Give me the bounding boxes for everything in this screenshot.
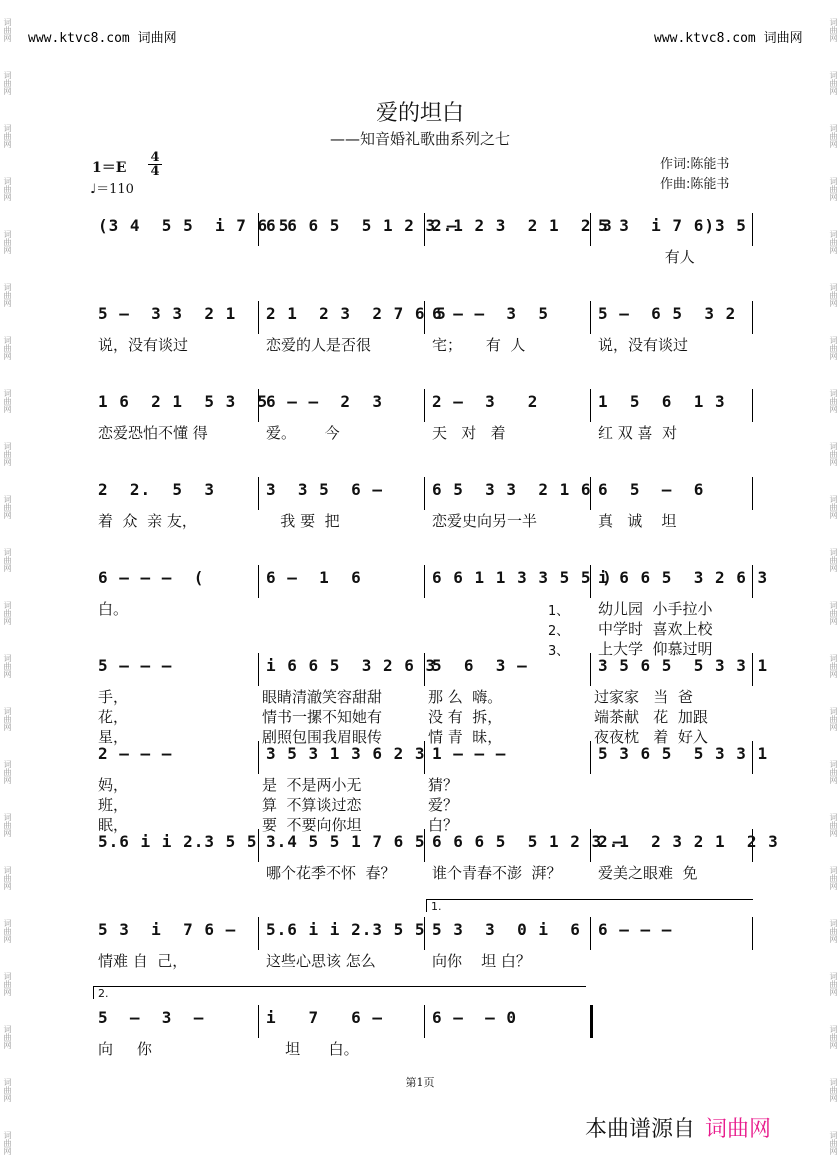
time-signature: [148, 151, 162, 178]
watermark-text: 词曲网: [3, 759, 12, 784]
watermark-text: 词曲网: [3, 282, 12, 307]
watermark-text: 词曲网: [3, 1130, 12, 1155]
measure-lyric: 谁个青春不澎 湃？: [432, 864, 562, 882]
bar-line: [258, 477, 259, 510]
watermark-text: 词曲网: [3, 812, 12, 837]
measure-notes: 6 – – – (: [98, 568, 205, 587]
bar-line: [752, 301, 753, 334]
measure-notes: 2 1 2 3 2 7 6 5: [266, 304, 447, 323]
bar-line: [752, 477, 753, 510]
verse-lyric: 剧照包围我眉眼传: [262, 728, 383, 746]
measure-lyric: 白。: [98, 600, 129, 618]
verse-lyric: 情书一摞不知她有: [262, 708, 383, 726]
measure-lyric: 恋爱的人是否很: [266, 336, 372, 354]
measure-lyric: 坦 白。: [266, 1040, 359, 1058]
verse-lyric: 白？: [428, 816, 459, 834]
measure-lyric: 哪个花季不怀 春？: [266, 864, 396, 882]
verse-lyric: 手，: [98, 688, 129, 706]
measure-notes: 5 3 i 7 6)3 5: [598, 216, 747, 235]
watermark-text: 词曲网: [3, 865, 12, 890]
second-ending-label: 2.: [98, 987, 109, 1000]
measure-lyric: 宅； 有 人: [432, 336, 526, 354]
verse-lyric: 要 不要向你坦: [262, 816, 362, 834]
bar-line: [424, 565, 425, 598]
lyricist-credit: 作词:陈能书: [660, 157, 730, 172]
verse-lyric: 是 不是两小无: [262, 776, 362, 794]
watermark-text: 词曲网: [3, 70, 12, 95]
measure-notes: 6 – – 0: [432, 1008, 518, 1027]
staff-system: [0, 1008, 840, 1058]
watermark-text: 词曲网: [3, 441, 12, 466]
measure-lyric: 爱。 今: [266, 424, 340, 442]
watermark-text: 词曲网: [3, 17, 12, 42]
watermark-text: 词曲网: [3, 1077, 12, 1102]
verse-lyric: 端茶献 花 加跟: [594, 708, 708, 726]
measure-lyric: 恋爱史向另一半: [432, 512, 538, 530]
watermark-text: 词曲网: [829, 176, 838, 201]
source-label: 本曲谱源自: [585, 1117, 696, 1142]
verse-lyric: 花，: [98, 708, 129, 726]
watermark-text: 词曲网: [829, 70, 838, 95]
measure-notes: 5 3 3 0 i 6: [432, 920, 581, 939]
verse-number: 1、: [548, 604, 570, 619]
measure-lyric: 说，没有谈过: [598, 336, 689, 354]
measure-notes: 5 – 3 3 2 1: [98, 304, 237, 323]
measure-notes: 5 – 3 –: [98, 1008, 205, 1027]
measure-notes: 1 6 2 1 5 3 5: [98, 392, 269, 411]
bar-line: [590, 653, 591, 686]
verse-lyric: 班，: [98, 796, 129, 814]
measure-notes: 2.1 2 3 2 1 2 3: [432, 216, 613, 235]
measure-notes: 2.1 2 3 2 1 2 3: [598, 832, 779, 851]
measure-lyric: 情难 自 己，: [98, 952, 188, 970]
bar-line: [590, 1005, 593, 1038]
watermark-text: 词曲网: [829, 282, 838, 307]
verse-lyric: 那 么 嗨。: [428, 688, 503, 706]
bar-line: [590, 741, 591, 774]
watermark-text: 词曲网: [829, 1077, 838, 1102]
measure-lyric: 向 你: [98, 1040, 152, 1058]
bar-line: [258, 917, 259, 950]
measure-notes: 2 2. 5 3: [98, 480, 215, 499]
watermark-text: 词曲网: [3, 653, 12, 678]
staff-system: [0, 920, 840, 970]
measure-notes: 1 5 6 1 3: [598, 392, 726, 411]
measure-notes: 3 5 3 1 3 6 2 3: [266, 744, 426, 763]
bar-line: [258, 565, 259, 598]
watermark-text: 词曲网: [829, 600, 838, 625]
verse-lyric: 猜？: [428, 776, 459, 794]
verse-number: 2、: [548, 624, 570, 639]
watermark-text: 词曲网: [3, 706, 12, 731]
staff-system: [0, 216, 840, 266]
staff-system: [0, 744, 840, 774]
bar-line: [424, 477, 425, 510]
measure-lyric: 这些心思该 怎么: [266, 952, 376, 970]
verse-lyric: 过家家 当 爸: [594, 688, 693, 706]
measure-notes: 6 – – –: [598, 920, 673, 939]
time-bottom: 4: [148, 164, 162, 178]
measure-notes: (3 4 5 5 i 7 6 5: [98, 216, 290, 235]
measure-lyric: 恋爱恐怕不懂 得: [98, 424, 208, 442]
staff-system: [0, 392, 840, 442]
measure-notes: 3 3 5 6 –: [266, 480, 383, 499]
measure-notes: 6 5 – 6: [598, 480, 705, 499]
measure-notes: 3.4 5 5 1 7 6 5: [266, 832, 426, 851]
source-credit: [585, 1112, 771, 1143]
first-ending-bracket: [426, 899, 753, 912]
verse-intro-lyric: 幼儿园 小手拉小: [598, 600, 713, 618]
watermark-text: 词曲网: [3, 335, 12, 360]
watermark-text: 词曲网: [829, 123, 838, 148]
measure-notes: 6 6 1 1 3 3 5 5 ): [432, 568, 613, 587]
measure-notes: 3 5 6 5 5 3 3 1: [598, 656, 769, 675]
time-top: 4: [150, 150, 160, 165]
watermark-text: 词曲网: [829, 17, 838, 42]
measure-notes: 6 6 6 5 5 1 2 3 –: [432, 832, 624, 851]
bar-line: [590, 917, 591, 950]
watermark-text: 词曲网: [829, 441, 838, 466]
verse-number: 3、: [548, 644, 570, 659]
header-site-right[interactable]: www.ktvc8.com 词曲网: [654, 31, 803, 46]
staff-system: [0, 480, 840, 530]
verse-lyric: 夜夜枕 着 好入: [594, 728, 708, 746]
watermark-text: 词曲网: [829, 706, 838, 731]
watermark-text: 词曲网: [3, 229, 12, 254]
measure-notes: 5 – 6 5 3 2: [598, 304, 737, 323]
watermark-text: 词曲网: [829, 653, 838, 678]
source-brand[interactable]: 词曲网: [705, 1117, 772, 1142]
watermark-text: 词曲网: [829, 494, 838, 519]
watermark-text: 词曲网: [3, 494, 12, 519]
bar-line: [752, 213, 753, 246]
watermark-text: 词曲网: [829, 1024, 838, 1049]
watermark-text: 词曲网: [829, 388, 838, 413]
watermark-text: 词曲网: [3, 388, 12, 413]
measure-lyric: 真 诚 坦: [598, 512, 677, 530]
bar-line: [424, 1005, 425, 1038]
measure-lyric: 我 要 把: [266, 512, 340, 530]
measure-notes: 5 3 i 7 6 –: [98, 920, 237, 939]
bar-line: [258, 829, 259, 862]
second-ending-bracket: [93, 986, 586, 999]
measure-notes: 5 – – –: [98, 656, 173, 675]
measure-lyric: 红 双 喜 对: [598, 424, 678, 442]
watermark-text: 词曲网: [829, 1130, 838, 1155]
watermark-text: 词曲网: [3, 1024, 12, 1049]
measure-notes: 5.6 i i 2.3 5 5: [266, 920, 426, 939]
measure-lyric: 天 对 着: [432, 424, 506, 442]
measure-notes: i 6 6 5 3 2 6 3: [266, 656, 437, 675]
bar-line: [258, 653, 259, 686]
measure-notes: 6 – – 2 3: [266, 392, 383, 411]
watermark-text: 词曲网: [829, 335, 838, 360]
verse-intro-lyric: 上大学 仰慕过明: [598, 640, 713, 658]
watermark-text: 词曲网: [829, 918, 838, 943]
watermark-text: 词曲网: [829, 229, 838, 254]
watermark-text: 词曲网: [829, 547, 838, 572]
watermark-text: 词曲网: [829, 865, 838, 890]
watermark-text: 词曲网: [829, 759, 838, 784]
verse-lyric: 情 青 昧，: [428, 728, 503, 746]
measure-notes: 2 – – –: [98, 744, 173, 763]
watermark-text: 词曲网: [3, 971, 12, 996]
watermark-text: 词曲网: [3, 176, 12, 201]
song-subtitle: ——知音婚礼歌曲系列之七: [329, 130, 510, 148]
measure-notes: 5 6 3 –: [432, 656, 528, 675]
measure-notes: 6 – – 3 5: [432, 304, 549, 323]
song-title: 爱的坦白: [375, 101, 464, 126]
tempo-marking: ♩＝110: [90, 182, 134, 197]
measure-notes: i 7 6 –: [266, 1008, 383, 1027]
measure-lyric: 说，没有谈过: [98, 336, 189, 354]
header-site-left[interactable]: www.ktvc8.com 词曲网: [28, 31, 177, 46]
verse-lyric: 眼睛清澈笑容甜甜: [262, 688, 383, 706]
measure-notes: 6 5 3 3 2 1 6: [432, 480, 592, 499]
measure-notes: 2 – 3 2: [432, 392, 539, 411]
bar-line: [258, 741, 259, 774]
bar-line: [590, 301, 591, 334]
measure-notes: 5 3 6 5 5 3 3 1: [598, 744, 769, 763]
measure-notes: 6 6 6 5 5 1 2 3 –: [266, 216, 458, 235]
verse-lyric: 算 不算谈过恋: [262, 796, 362, 814]
watermark-text: 词曲网: [3, 600, 12, 625]
measure-notes: 1 – – –: [432, 744, 507, 763]
bar-line: [424, 389, 425, 422]
verse-intro-lyric: 中学时 喜欢上校: [598, 620, 713, 638]
verse-lyric: 爱？: [428, 796, 459, 814]
verse-lyric: 妈，: [98, 776, 129, 794]
staff-system: [0, 656, 840, 686]
bar-line: [590, 389, 591, 422]
measure-lyric: 有人: [598, 248, 695, 266]
verse-lyric: 星，: [98, 728, 129, 746]
measure-lyric: 向你 坦 白？: [432, 952, 531, 970]
bar-line: [258, 301, 259, 334]
bar-line: [752, 917, 753, 950]
verse-lyric: 没 有 拆，: [428, 708, 503, 726]
bar-line: [258, 1005, 259, 1038]
watermark-text: 词曲网: [829, 812, 838, 837]
first-ending-label: 1.: [431, 900, 442, 913]
watermark-text: 词曲网: [3, 547, 12, 572]
composer-credit: 作曲:陈能书: [660, 177, 730, 192]
measure-notes: i 6 6 5 3 2 6 3: [598, 568, 769, 587]
measure-notes: 5.6 i i 2.3 5 5: [98, 832, 258, 851]
watermark-text: 词曲网: [3, 918, 12, 943]
page-number: 第1页: [405, 1076, 435, 1089]
key-signature: 1＝E: [92, 160, 127, 176]
verse-lyric: 眠，: [98, 816, 129, 834]
watermark-text: 词曲网: [829, 971, 838, 996]
measure-lyric: 着 众 亲 友，: [98, 512, 197, 530]
watermark-text: 词曲网: [3, 123, 12, 148]
measure-notes: 6 – 1 6: [266, 568, 362, 587]
measure-lyric: 爱美之眼难 免: [598, 864, 698, 882]
bar-line: [752, 389, 753, 422]
